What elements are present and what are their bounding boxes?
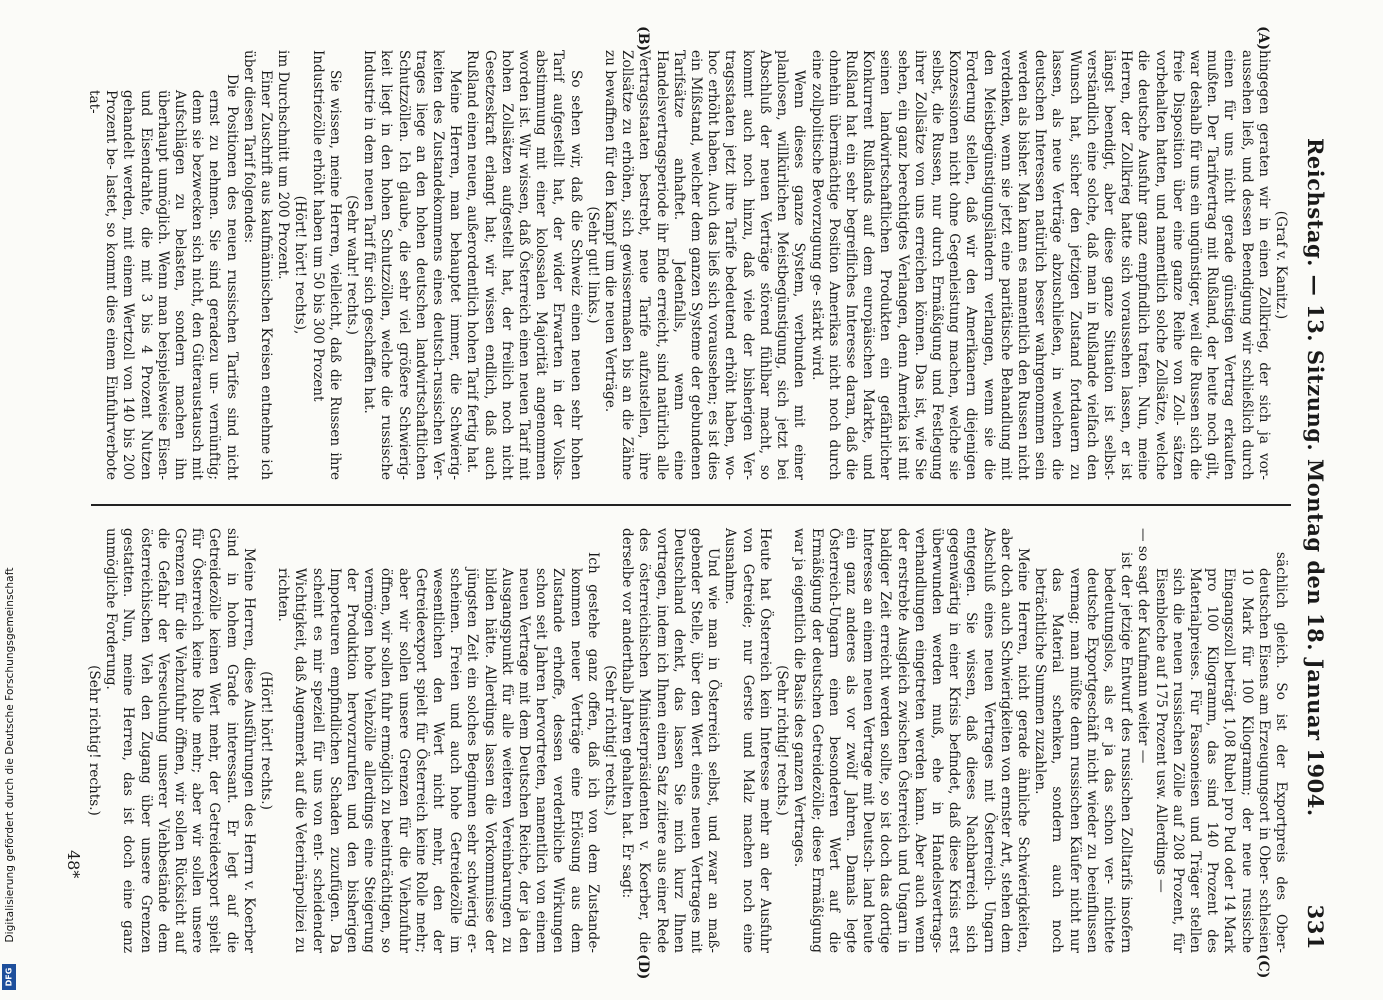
- quotation: sächlich gleich. So ist der Exportpreis des Ober- deutschen Eisens am Erzeugungsort in Ober- schlesien 10 Mark für 100 Kilogramm; der neue russische Eingangszoll beträgt 1,08 Rubel pro Pud oder 14 Mark pro 100 Kilogramm, das sind 140 Prozent des Materialpreises. Für Fassoneisen und Träger stellen sich die neuen russischen Zölle auf 208 Prozent, für Eisenbleche auf 175 Prozent usw. Allerdings —: [1152, 552, 1289, 953]
- interjection: (Hört! hört! rechts),: [292, 195, 309, 335]
- interjection: (Sehr gut! links.): [584, 206, 601, 324]
- paragraph: Einer Zuschrift aus kaufmännischen Kreisen entnehme ich über diesen Tarif folgendes:: [240, 50, 275, 480]
- paragraph: Und wie man in Österreich selbst, und zwar an maß- gebender Stelle, über den Wert eines neuen Vertrages mit Deutschland denkt, das lassen Sie mich kurz Ihnen vortragen, indem ich Ihnen einen Satz zitiere aus einer Rede des österreichischen Ministerpräsidenten v. Koerber, die derselbe vor anderthalb Jahren gehalten hat. Er sagt:: [619, 528, 722, 953]
- paragraph: Wenn dieses ganze System, verbunden mit einer planlosen, willkürlichen Meistbegünstigung, sich jetzt bei Abschluß der neuen Verträge störend fühlbar macht, so kommt auch noch hinzu, daß viele der bisherigen Ver- tragsstaaten jetzt ihre Tarife bedeutend erhöht haben, wo- hoc erhöht haben. Auch das ließ sich voraussehen; es ist dies ein Mißstand, welcher dem ganzen Systeme der gebundenen Tarifsätze anhaftet. Jedenfalls, wenn eine Handelsvertragsperiode ihr Ende erreicht, sind natürlich alle Vertragsstaaten bestrebt, neue Tarife aufzustellen, ihre Zollsätze zu erhöhen, sich gewissermaßen bis an die Zähne zu bewaffnen für den Kampf um die neuen Verträge.: [602, 50, 808, 480]
- paragraph: hingegen geraten wir in einen Zollkrieg, der sich ja vor- aussehen ließ, und dessen Beendigung wir schließlich durch einen für uns nicht gerade günstigen Vertrag erkaufen mußten. Der Tarifvertrag mit Rußland, der heute noch gilt, war deshalb für uns ein ungünstiger, weil die Russen sich die freie Disposition über eine ganze Reihe von Zoll- sätzen vorbehalten hatten, und namentlich solche Zollsätze, welche die deutsche Ausfuhr ganz empfindlich trafen. Nun, meine Herren, der Zollkrieg hatte sich voraussehen lassen, er ist längst beendigt, aber diese ganze Situation ist selbst- verständlich eine solche, daß man in Rußlande vielfach den Wunsch hat, sicher den jetzigen Zustand fortdauern zu lassen, als neue Verträge abzuschließen, in welchen die deutschen Interessen natürlich besser wahrgenommen sein werden als bisher. Man kann es namentlich den Russen nicht verdenken, wenn sie jetzt eine paritätische Behandlung mit den Meistbegünstigungsländern verlangen, wenn sie die Forderung stellen, daß wir den Amerikanern diejenigen Konzessionen nicht ohne Gegenleistung machen, welche sie selbst, die Russen, nur durch Ermäßigung und Festlegung ihrer Zollsätze von uns erreichen können. Das ist, wie Sie sehen, ein ganz berechtigtes Verlangen, denn Amerika ist mit seinen landwirtschaftlichen Produkten ein gefährlicher Konkurrent Rußlands auf dem europäischen Markte, und Rußland hat ein sehr begreifliches Interesse daran, daß die ohnehin übermächtige Position Amerikas nicht noch durch eine zollpolitische Bevorzugung ge- stärkt wird.: [808, 50, 1272, 480]
- page-number: 331: [1303, 904, 1329, 950]
- margin-marker-c: (C): [1255, 954, 1271, 979]
- paragraph: im Durchschnitt um 200 Prozent.: [275, 50, 292, 280]
- speaker-label: (Graf v. Kanitz.): [1273, 210, 1289, 320]
- quotation: Ich gestehe ganz offen, daß ich von dem Zustande- kommen neuer Verträge eine Erlösung aus dem Zustande erhoffe, dessen verderbliche Wirkungen schon seit Jahren hervortreten, namentlich von einem neuen Vertrage mit dem Deutschen Reiche, der ja den Ausgangspunkt für alle weiteren Vereinbarungen zu bilden hätte. Allerdings lassen die Vorkommnisse der jüngsten Zeit ein solches Beginnen sehr schwierig er- scheinen. Freien und auch hohe Getreidezölle im wesentlichen den Wert nicht mehr, den der Getreideexport spielt für Österreich keine Rolle mehr; aber wir sollen unsere Grenzen für die Viehzufuhr öffnen, wir sollen fuhr ermöglich zu beeinträchtigen, so vermögen hohe Viehzölle allerdings eine Steigerung der Produktion hervorzurufen und den bisherigen Importeuren empfindlichen Schaden zuzufügen. Da scheint es mir speziell für uns von ent- scheidender Wichtigkeit, daß Augenmerk auf die Veterinärpolizei zu richten.: [275, 552, 601, 953]
- sheet-number: 48*: [64, 850, 83, 879]
- margin-marker-d: (D): [635, 954, 651, 980]
- page-header: [1301, 50, 1331, 950]
- interjection: (Sehr richtig! rechts.): [774, 665, 791, 816]
- interjection: (Sehr wahr! rechts.): [344, 195, 361, 335]
- interjection: (Sehr richtig! rechts.): [602, 665, 619, 816]
- rotated-page-content: [31, 20, 1351, 980]
- paragraph: — so sagt der Kaufmann weiter —: [1135, 528, 1152, 764]
- paragraph: So sehen wir, daß die Schweiz einen neuen sehr hohen Tarif aufgestellt hat, der wider Erwarten in der Volks- abstimmung mit einer kolossalen Majorität angenommen worden ist. Wir wissen, daß Österreich einen neuen Tarif mit hohen Zollsätzen aufgestellt hat, der freilich noch nicht Gesetzeskraft erlangt hat; wir wissen endlich, daß auch Rußland einen neuen, außerordentlich hohen Tarif fertig hat.: [464, 50, 584, 480]
- paragraph: Sie wissen, meine Herren, vielleicht, daß die Russen ihre Industriezölle erhöht haben um 50 bis 300 Prozent: [309, 50, 343, 480]
- interjection: (Hört! hört! rechts.): [258, 671, 275, 810]
- dfg-logo-text: DFG: [4, 967, 14, 987]
- interjection: (Sehr richtig! rechts.): [85, 665, 102, 816]
- digitization-credit: [4, 520, 16, 990]
- left-column: [85, 50, 1289, 480]
- paragraph: Meine Herren, diese Ausführungen des Herrn v. Koerber sind in hohem Grade interessant. Er legt auf die Getreidezölle keinen Wert mehr, der Getreideexport spielt für Österreich keine Rolle mehr; aber wir sollen unsere Grenzen für die Viehzufuhr öffnen, wir sollen Rücksicht auf die Gefahr der Verseuchung unserer Viehbestände dem österreichischen Vieh den Zugang über unsere Grenzen gestatten. Nun, meine Herren, das ist doch eine ganz unmögliche Forderung.: [103, 528, 257, 953]
- header-title: Reichstag. — 13. Sitzung. Montag den 18. Januar 1904.: [1303, 137, 1329, 817]
- quotation: ist der jetzige Entwurf des russischen Zolltarifs insofern bedeutungslos, als er ja das schon ver- nichtete deutsche Exportgeschäft nicht wieder zu beeinflussen vermag; man müßte denn russischen Käufer nicht nur das Material schenken, sondern auch noch beträchtliche Summen zuzahlen.: [1032, 552, 1135, 953]
- margin-marker-b: (B): [635, 26, 651, 52]
- column-rule: [91, 504, 1291, 506]
- credit-text: Digitalisierung gefördert durch die Deutsche Forschungsgemeinschaft: [4, 567, 16, 943]
- paragraph: Meine Herren, nicht gerade ähnliche Schwierigkeiten, aber doch auch Schwierigkeiten von ernster Art, stehen dem Abschluß eines neuen Vertrages mit Österreich- Ungarn entgegen. Sie wissen, daß dieses Nachbarreich sich gegenwärtig in einer Krisis befindet, daß diese Krisis erst überwunden werden muß, ehe in Handelsvertrags- verhandlungen eingetreten werden kann. Aber auch wenn der erstrebte Ausgleich zwischen Österreich und Ungarn in baldiger Zeit erreicht werden sollte, so ist doch das dortige Interesse an einem neuen Vertrage mit Deutsch- land heute ein ganz anderes als vor zwölf Jahren. Damals legte Österreich-Ungarn einen besonderen Wert auf die Ermäßigung der deutschen Getreidezölle; diese Ermäßigung war ja eigentlich die Basis des ganzen Vertrages.: [791, 528, 1031, 953]
- dfg-logo-icon: [2, 964, 16, 990]
- paragraph: Meine Herren, man behauptet immer, die Schwierig- keiten des Zustandekommens eines deutsch-russischen Ver- trages liege an den hohen deutschen landwirtschaftlichen Schutzzöllen. Ich glaube, die sehr viel größere Schwierig- keit liegt in den hohen Schutzzöllen, welche die russische Industrie in dem neuen Tarif für sich geschaffen hat.: [361, 50, 464, 480]
- right-column: [85, 528, 1289, 953]
- margin-marker-a: (A): [1255, 26, 1271, 51]
- paragraph: Heute hat Österreich kein Interesse mehr an der Ausfuhr von Getreide; nur Gerste und Malz machen noch eine Ausnahme.: [722, 528, 773, 953]
- quotation: Die Positionen des neuen russischen Tarifes sind nicht ernst zu nehmen. Sie sind geradezu un- vernünftig; denn sie bezwecken sich nicht, den Güteraustausch mit Aufschlägen zu belasten, sondern machen ihn überhaupt unmöglich. Wenn man beispielsweise Eisen- und Eisendrahte, die mit 3 bis 4 Prozent Nutzen gehandelt werden, mit einem Wertzoll von 140 bis 200 Prozent be- lastet, so kommt dies einem Einfuhrverbote tat-: [85, 74, 240, 480]
